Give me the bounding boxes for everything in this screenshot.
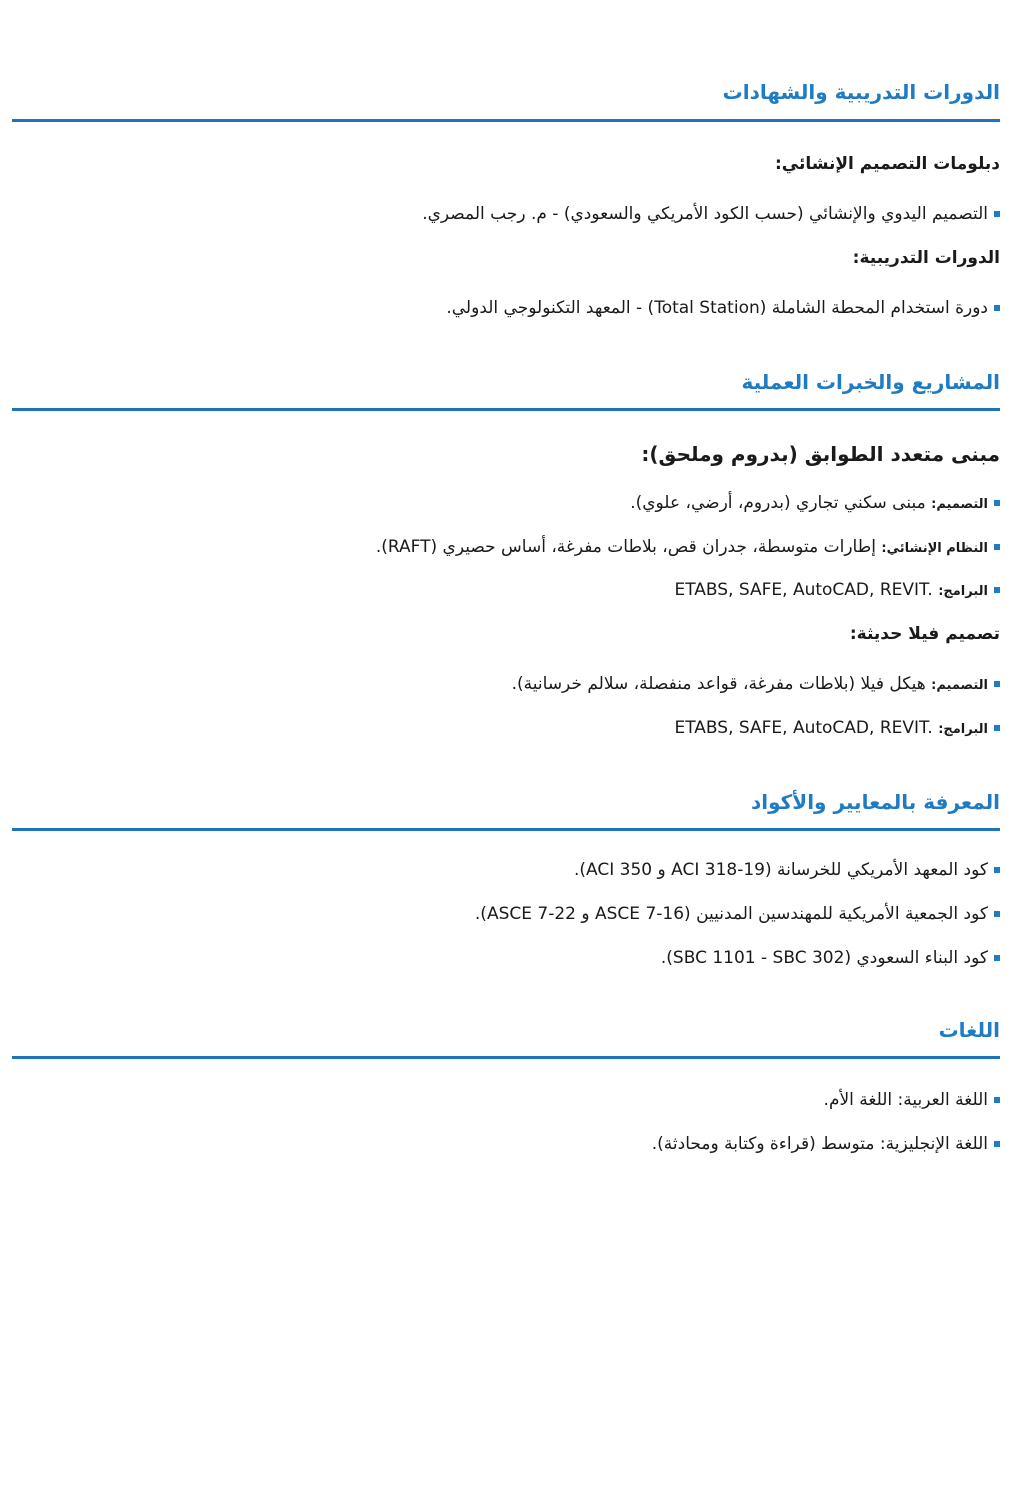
section-title-projects: المشاريع والخبرات العملية: [741, 370, 1000, 394]
list-item: [12, 537, 1000, 557]
section-divider: [12, 408, 1000, 411]
list-item: [12, 1090, 1000, 1110]
item-text: مبنى سكني تجاري (بدروم، أرضي، علوي).: [630, 493, 926, 513]
section-divider: [12, 828, 1000, 831]
list-item: [12, 580, 1000, 600]
bullet-icon: [994, 211, 1000, 217]
diploma-item-text: التصميم اليدوي والإنشائي (حسب الكود الأمريكي والسعودي) - م. رجب المصري.: [422, 204, 988, 224]
list-item: [12, 1134, 1000, 1154]
item-text: هيكل فيلا (بلاطات مفرغة، قواعد منفصلة، سلالم خرسانية).: [511, 674, 926, 694]
list-item: [12, 674, 1000, 694]
training-heading: الدورات التدريبية:: [852, 248, 1000, 268]
item-text: إطارات متوسطة، جدران قص، بلاطات مفرغة، أساس حصيري (RAFT).: [375, 537, 876, 557]
section-title-languages: اللغات: [938, 1018, 1000, 1042]
item-label: التصميم:: [931, 497, 988, 512]
bullet-icon: [994, 955, 1000, 961]
bullet-icon: [994, 500, 1000, 506]
section-divider: [12, 1056, 1000, 1059]
bullet-icon: [994, 867, 1000, 873]
bullet-icon: [994, 1141, 1000, 1147]
item-text: ETABS, SAFE, AutoCAD, REVIT.: [674, 718, 933, 738]
item-text: كود الجمعية الأمريكية للمهندسين المدنيين (ASCE 7-16 و ASCE 7-22).: [474, 904, 988, 924]
list-item: [12, 204, 1000, 224]
project1-heading: مبنى متعدد الطوابق (بدروم وملحق):: [641, 442, 1000, 466]
project2-heading: تصميم فيلا حديثة:: [849, 624, 1000, 644]
item-text: اللغة العربية: اللغة الأم.: [823, 1090, 988, 1110]
item-label: البرامج:: [938, 584, 988, 599]
bullet-icon: [994, 681, 1000, 687]
bullet-icon: [994, 587, 1000, 593]
section-title-courses: الدورات التدريبية والشهادات: [722, 80, 1000, 104]
bullet-icon: [994, 1097, 1000, 1103]
list-item: [12, 904, 1000, 924]
section-title-codes: المعرفة بالمعايير والأكواد: [751, 790, 1000, 814]
item-label: النظام الإنشائي:: [881, 541, 988, 556]
item-label: التصميم:: [931, 678, 988, 693]
diplomas-heading: دبلومات التصميم الإنشائي:: [774, 154, 1000, 174]
item-label: البرامج:: [938, 722, 988, 737]
section-divider: [12, 119, 1000, 122]
item-text: كود البناء السعودي (SBC 1101 - SBC 302).: [660, 948, 988, 968]
item-text: كود المعهد الأمريكي للخرسانة (ACI 318-19 و ACI 350).: [573, 860, 988, 880]
bullet-icon: [994, 544, 1000, 550]
list-item: [12, 860, 1000, 880]
bullet-icon: [994, 725, 1000, 731]
training-item-text: دورة استخدام المحطة الشاملة (Total Station) - المعهد التكنولوجي الدولي.: [446, 298, 988, 318]
list-item: [12, 493, 1000, 513]
bullet-icon: [994, 305, 1000, 311]
item-text: ETABS, SAFE, AutoCAD, REVIT.: [674, 580, 933, 600]
list-item: [12, 948, 1000, 968]
item-text: اللغة الإنجليزية: متوسط (قراءة وكتابة ومحادثة).: [651, 1134, 988, 1154]
bullet-icon: [994, 911, 1000, 917]
list-item: [12, 718, 1000, 738]
list-item: [12, 298, 1000, 318]
